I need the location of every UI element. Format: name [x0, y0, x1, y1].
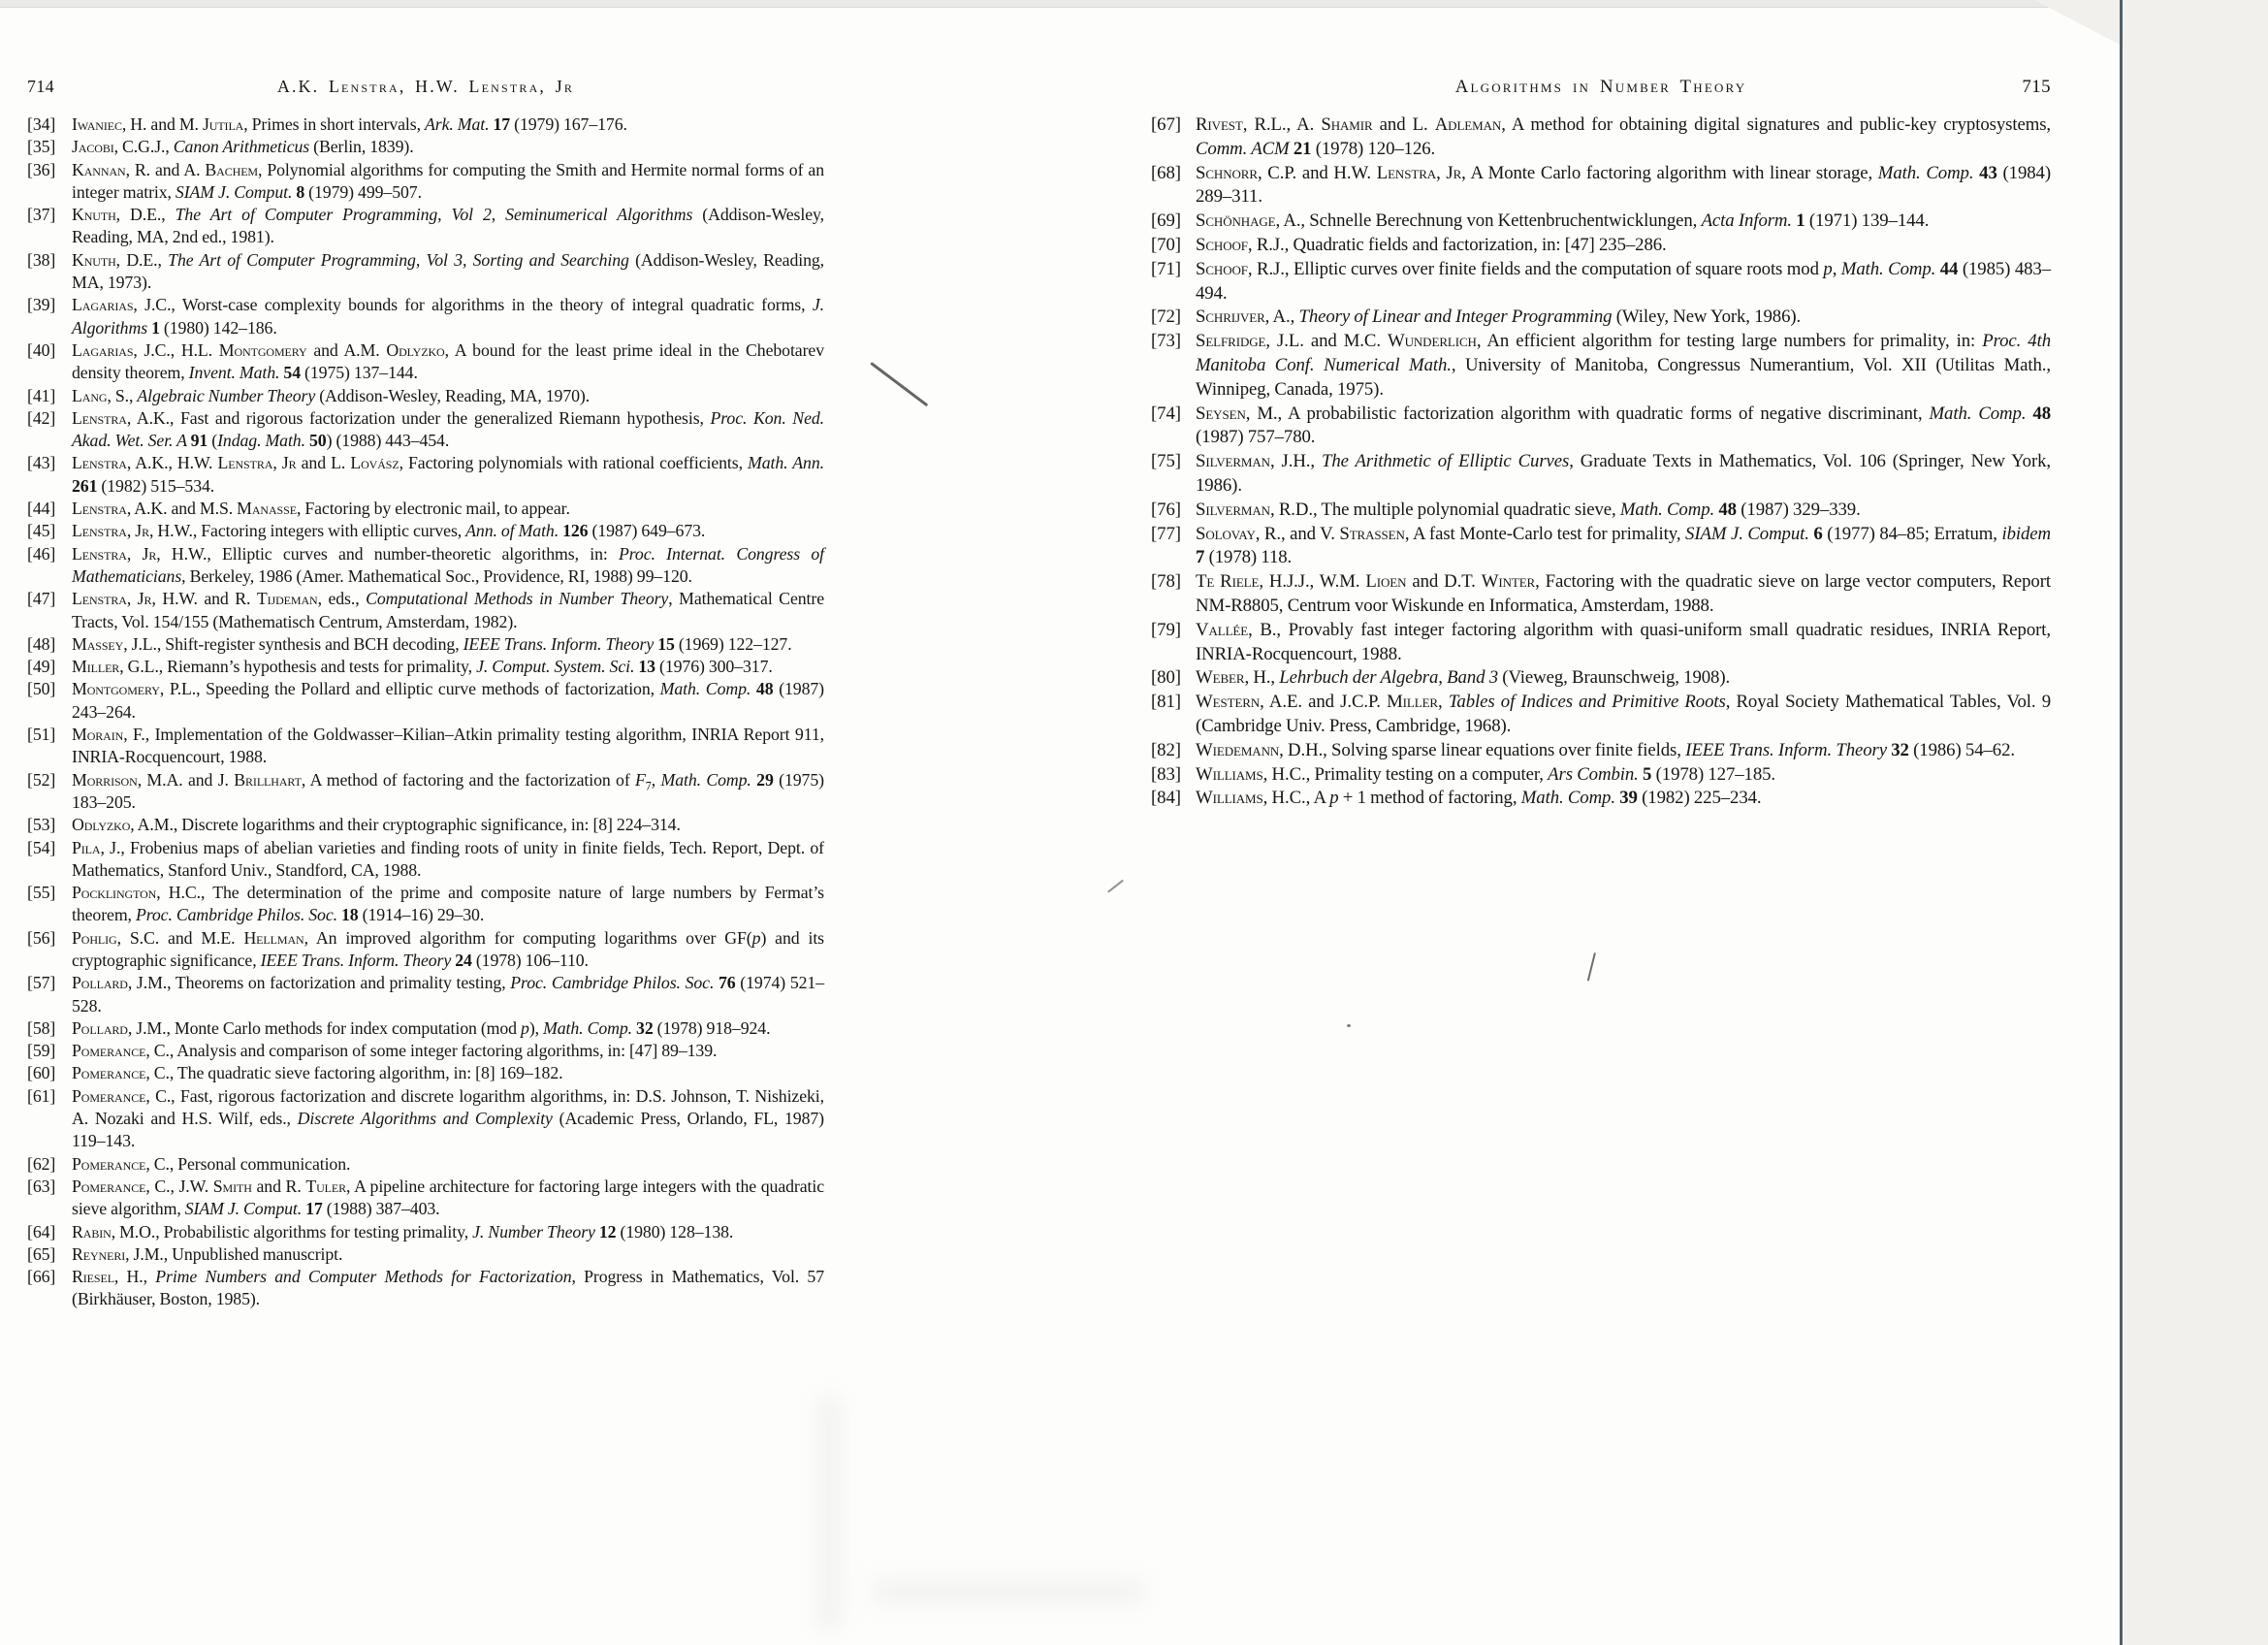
reference-text: Schoof, R.J., Elliptic curves over finite fields and the computation of square roots mod p, Math. Comp. 44 (1985) 483–494. [1196, 258, 2051, 304]
reference-number: [73] [1151, 331, 1181, 352]
reference-text: Jacobi, C.G.J., Canon Arithmeticus (Berlin, 1839). [72, 137, 414, 157]
pen-mark-slash [1587, 952, 1596, 982]
reference-number: [37] [27, 205, 56, 225]
reference-number: [40] [27, 339, 56, 360]
reference-entry [27, 927, 824, 973]
reference-entry [27, 1266, 824, 1311]
scan-top-edge [0, 0, 2268, 8]
reference-text: Pomerance, C., Personal communication. [72, 1153, 351, 1174]
reference-number: [72] [1151, 306, 1181, 328]
reference-text: Lagarias, J.C., H.L. Montgomery and A.M. Odlyzko, A bound for the least prime ideal in the Chebotarev density theorem, Invent. Math. 54 (1975) 137–144. [72, 339, 825, 383]
reference-number: [62] [27, 1153, 56, 1174]
reference-entry [1151, 691, 2051, 739]
reference-number: [55] [27, 883, 56, 903]
reference-text: Silverman, R.D., The multiple polynomial quadratic sieve, Math. Comp. 48 (1987) 329–339. [1196, 499, 1861, 520]
reference-number: [50] [27, 679, 56, 699]
reference-number: [59] [27, 1041, 56, 1061]
reference-text: Silverman, J.H., The Arithmetic of Elliptic Curves, Graduate Texts in Mathematics, Vol. 106 (Springer, New York, 1986). [1196, 451, 2051, 496]
reference-entry [27, 1062, 824, 1084]
reference-number: [57] [27, 973, 56, 993]
reference-number: [65] [27, 1243, 56, 1264]
reference-entry [27, 588, 824, 633]
reference-entry [1151, 450, 2051, 499]
reference-number: [69] [1151, 210, 1181, 232]
pen-mark-near-ref-84 [1107, 880, 1124, 893]
reference-number: [81] [1151, 692, 1181, 713]
reference-entry [27, 837, 824, 883]
reference-entry [27, 724, 824, 769]
reference-text: Lenstra, Jr, H.W., Elliptic curves and number-theoretic algorithms, in: Proc. Internat. Congress of Mathematicians, Berkeley, 1986 (Amer. Mathematical Soc., Providence, RI, 1988) 99–120. [72, 543, 824, 586]
reference-number: [47] [27, 589, 56, 609]
reference-number: [46] [27, 543, 56, 564]
reference-text: Riesel, H., Prime Numbers and Computer Methods for Factorization, Progress in Mathematics, Vol. 57 (Birkhäuser, Boston, 1985). [72, 1267, 824, 1309]
reference-entry [1151, 570, 2051, 619]
reference-number: [78] [1151, 571, 1181, 593]
reference-entry [1151, 499, 2051, 523]
reference-entry [27, 1085, 824, 1153]
reference-entry [27, 249, 824, 295]
running-head-title: Algorithms in Number Theory [1454, 77, 1747, 97]
reference-number: [56] [27, 927, 56, 948]
reference-text: Schrijver, A., Theory of Linear and Integer Programming (Wiley, New York, 1986). [1196, 306, 1802, 328]
reference-entry [27, 1221, 824, 1243]
reference-number: [82] [1151, 739, 1181, 760]
page-714-header [27, 76, 824, 101]
reference-entry [1151, 113, 2051, 162]
reference-number: [52] [27, 769, 56, 790]
reference-text: Williams, H.C., Primality testing on a computer, Ars Combin. 5 (1978) 127–185. [1196, 763, 1776, 785]
reference-entry [27, 452, 824, 498]
reference-entry [27, 204, 824, 249]
reference-text: Massey, J.L., Shift-register synthesis and BCH decoding, IEEE Trans. Inform. Theory 15 (1969) 122–127. [72, 633, 792, 654]
reference-entry [1151, 162, 2051, 210]
reference-text: Pohlig, S.C. and M.E. Hellman, An improved algorithm for computing logarithms over GF(p) and its cryptographic significance, IEEE Trans. Inform. Theory 24 (1978) 106–110. [72, 927, 824, 970]
reference-number: [79] [1151, 619, 1181, 640]
reference-text: Pomerance, C., Fast, rigorous factorization and discrete logarithm algorithms, in: D.S. Johnson, T. Nishizeki, A. Nozaki and H.S. Wilf, eds., Discrete Algorithms and Complexity (Academic Press, Orlando, FL, 1987) 119–143. [72, 1085, 824, 1151]
reference-number: [63] [27, 1176, 56, 1196]
reference-entry [1151, 763, 2051, 788]
reference-text: Lagarias, J.C., Worst-case complexity bounds for algorithms in the theory of integral quadratic forms, J. Algorithms 1 (1980) 142–186. [72, 295, 824, 338]
page-715-header [1151, 76, 2051, 101]
reference-text: Rabin, M.O., Probabilistic algorithms for testing primality, J. Number Theory 12 (1980) 128–138. [72, 1221, 734, 1242]
reference-number: [36] [27, 159, 56, 179]
reference-text: Rivest, R.L., A. Shamir and L. Adleman, A method for obtaining digital signatures and public-key cryptosystems, Comm. ACM 21 (1978) 120–126. [1196, 114, 2052, 159]
reference-list-left [27, 113, 824, 1311]
reference-text: Weber, H., Lehrbuch der Algebra, Band 3 (Vieweg, Braunschweig, 1908). [1196, 667, 1731, 689]
reference-number: [75] [1151, 451, 1181, 472]
reference-number: [76] [1151, 499, 1181, 520]
reference-entry [1151, 234, 2051, 258]
reference-text: Lang, S., Algebraic Number Theory (Addison-Wesley, Reading, MA, 1970). [72, 385, 591, 405]
reference-text: Knuth, D.E., The Art of Computer Programming, Vol 3, Sorting and Searching (Addison-Wesley, Reading, MA, 1973). [72, 249, 825, 293]
reference-entry [27, 972, 824, 1017]
reference-text: Lenstra, A.K. and M.S. Manasse, Factoring by electronic mail, to appear. [72, 499, 570, 519]
reference-text: Schoof, R.J., Quadratic fields and factorization, in: [47] 235–286. [1196, 234, 1667, 255]
reference-text: Pomerance, C., The quadratic sieve factoring algorithm, in: [8] 169–182. [72, 1063, 563, 1083]
reference-text: Pocklington, H.C., The determination of the prime and composite nature of large numbers by Fermat’s theorem, Proc. Cambridge Philos. Soc. 18 (1914–16) 29–30. [72, 883, 824, 925]
reference-entry [27, 1017, 824, 1040]
scan-speck [1347, 1024, 1351, 1027]
reference-text: Pollard, J.M., Monte Carlo methods for index computation (mod p), Math. Comp. 32 (1978) 918–924. [72, 1017, 771, 1038]
reference-text: Odlyzko, A.M., Discrete logarithms and their cryptographic significance, in: [8] 224–314. [72, 815, 681, 835]
reference-text: Schönhage, A., Schnelle Berechnung von Kettenbruchentwicklungen, Acta Inform. 1 (1971) 139–144. [1196, 210, 1930, 232]
reference-text: Pila, J., Frobenius maps of abelian varieties and finding roots of unity in finite fields, Tech. Report, Dept. of Mathematics, Stanford Univ., Standford, CA, 1988. [72, 837, 824, 880]
page-715 [1151, 76, 2051, 811]
reference-entry [27, 543, 824, 589]
reference-number: [58] [27, 1017, 56, 1038]
reference-entry [27, 159, 824, 205]
reference-number: [68] [1151, 162, 1181, 183]
reference-entry [1151, 523, 2051, 571]
page-edge-line [2120, 0, 2123, 1645]
reference-entry [27, 656, 824, 678]
reference-number: [80] [1151, 667, 1181, 689]
reference-entry [1151, 330, 2051, 402]
reference-entry [27, 136, 824, 158]
reference-number: [74] [1151, 403, 1181, 424]
reference-text: Morrison, M.A. and J. Brillhart, A method of factoring and the factorization of $F_7$, Math. Comp. 29 (1975) 183–205. [72, 769, 824, 812]
pen-mark-near-ref-74 [870, 362, 928, 406]
reference-text: Schnorr, C.P. and H.W. Lenstra, Jr, A Monte Carlo factoring algorithm with linear storage, Math. Comp. 43 (1984) 289–311. [1196, 162, 2051, 208]
reference-entry [1151, 666, 2051, 691]
reference-entry [27, 1040, 824, 1062]
reference-number: [34] [27, 114, 56, 134]
reference-entry [27, 678, 824, 724]
reference-text: Wiedemann, D.H., Solving sparse linear equations over finite fields, IEEE Trans. Inform. Theory 32 (1986) 54–62. [1196, 739, 2015, 760]
reference-number: [84] [1151, 788, 1181, 809]
reference-number: [51] [27, 725, 56, 745]
reference-number: [39] [27, 295, 56, 315]
page-number-left: 714 [27, 77, 55, 96]
reference-text: Lenstra, A.K., Fast and rigorous factorization under the generalized Riemann hypothesis, Proc. Kon. Ned. Akad. Wet. Ser. A 91 (Indag. Math. 50) (1988) 443–454. [72, 407, 824, 451]
reference-entry [27, 1176, 824, 1221]
reference-text: Selfridge, J.L. and M.C. Wunderlich, An efficient algorithm for testing large numbers for primality, in: Proc. 4th Manitoba Conf. Numerical Math., University of Manitoba, Congressus Numerantium, Vol. XII (Utilitas Math., Winnipeg, Canada, 1975). [1196, 331, 2051, 400]
reference-entry [27, 1243, 824, 1266]
reference-number: [66] [27, 1267, 56, 1287]
reference-text: Lenstra, Jr, H.W., Factoring integers with elliptic curves, Ann. of Math. 126 (1987) 649–673. [72, 521, 706, 541]
reference-entry [27, 113, 824, 136]
reference-entry [27, 498, 824, 520]
reference-text: Solovay, R., and V. Strassen, A fast Monte-Carlo test for primality, SIAM J. Comput. 6 (1977) 84–85; Erratum, ibidem 7 (1978) 118. [1196, 523, 2052, 568]
reference-entry [1151, 210, 2051, 234]
reference-entry [1151, 619, 2051, 667]
reference-entry [27, 769, 824, 815]
reference-text: Lenstra, A.K., H.W. Lenstra, Jr and L. Lovász, Factoring polynomials with rational coefficients, Math. Ann. 261 (1982) 515–534. [72, 453, 824, 496]
reference-number: [71] [1151, 258, 1181, 279]
page-corner-cut [2034, 0, 2124, 47]
reference-number: [48] [27, 633, 56, 654]
reference-number: [43] [27, 453, 56, 473]
reference-text: Pomerance, C., J.W. Smith and R. Tuler, A pipeline architecture for factoring large integers with the quadratic sieve algorithm, SIAM J. Comput. 17 (1988) 387–403. [72, 1176, 824, 1219]
reference-entry [1151, 787, 2051, 811]
reference-entry [27, 294, 824, 339]
reference-text: Lenstra, Jr, H.W. and R. Tijdeman, eds., Computational Methods in Number Theory, Mathematical Centre Tracts, Vol. 154/155 (Mathematisch Centrum, Amsterdam, 1982). [72, 589, 824, 631]
page-714 [27, 76, 824, 1311]
reference-number: [70] [1151, 234, 1181, 255]
reference-list-right [1151, 113, 2051, 811]
reference-text: Pollard, J.M., Theorems on factorization and primality testing, Proc. Cambridge Philos. Soc. 76 (1974) 521–528. [72, 973, 824, 1016]
reference-number: [54] [27, 837, 56, 857]
reference-text: Seysen, M., A probabilistic factorization algorithm with quadratic forms of negative discriminant, Math. Comp. 48 (1987) 757–780. [1196, 403, 2051, 448]
reference-text: Kannan, R. and A. Bachem, Polynomial algorithms for computing the Smith and Hermite normal forms of an integer matrix, SIAM J. Comput. 8 (1979) 499–507. [72, 159, 824, 202]
reference-entry [27, 1153, 824, 1176]
scanner-background [2124, 0, 2268, 1645]
reference-text: Pomerance, C., Analysis and comparison of some integer factoring algorithms, in: [47] 89–139. [72, 1041, 718, 1061]
reference-entry [1151, 306, 2051, 330]
reference-entry [27, 407, 824, 453]
reference-number: [41] [27, 385, 56, 405]
reference-number: [35] [27, 137, 56, 157]
reference-number: [38] [27, 249, 56, 270]
reference-number: [42] [27, 407, 56, 428]
reference-text: Miller, G.L., Riemann’s hypothesis and tests for primality, J. Comput. System. Sci. 13 (1976) 300–317. [72, 657, 773, 677]
reference-entry [1151, 258, 2051, 306]
reference-number: [83] [1151, 763, 1181, 785]
reference-number: [44] [27, 499, 56, 519]
reference-number: [61] [27, 1085, 56, 1106]
reference-entry [27, 814, 824, 836]
reference-text: Te Riele, H.J.J., W.M. Lioen and D.T. Winter, Factoring with the quadratic sieve on large vector computers, Report NM-R8805, Centrum voor Wiskunde en Informatica, Amsterdam, 1988. [1196, 571, 2051, 616]
reference-number: [77] [1151, 523, 1181, 544]
reference-entry [1151, 739, 2051, 763]
reference-entry [27, 339, 824, 385]
reference-text: Iwaniec, H. and M. Jutila, Primes in short intervals, Ark. Mat. 17 (1979) 167–176. [72, 114, 627, 134]
running-head-authors: A.K. Lenstra, H.W. Lenstra, Jr [276, 77, 575, 96]
reference-entry [27, 520, 824, 542]
reference-entry [27, 385, 824, 407]
reference-number: [49] [27, 657, 56, 677]
reference-text: Morain, F., Implementation of the Goldwasser–Kilian–Atkin primality testing algorithm, INRIA Report 911, INRIA-Rocquencourt, 1988. [72, 725, 824, 767]
reference-number: [64] [27, 1221, 56, 1242]
reference-text: Williams, H.C., A p + 1 method of factoring, Math. Comp. 39 (1982) 225–234. [1196, 788, 1762, 809]
gutter-smudge [816, 1397, 842, 1629]
reference-number: [53] [27, 815, 56, 835]
reference-text: Reyneri, J.M., Unpublished manuscript. [72, 1243, 343, 1264]
bottom-smudge [873, 1579, 1144, 1604]
reference-entry [27, 633, 824, 656]
reference-text: Western, A.E. and J.C.P. Miller, Tables of Indices and Primitive Roots, Royal Society Mathematical Tables, Vol. 9 (Cambridge Univ. Press, Cambridge, 1968). [1196, 692, 2051, 736]
reference-entry [1151, 403, 2051, 451]
reference-entry [27, 882, 824, 927]
reference-text: Knuth, D.E., The Art of Computer Programming, Vol 2, Seminumerical Algorithms (Addison-Wesley, Reading, MA, 2nd ed., 1981). [72, 205, 824, 247]
reference-text: Montgomery, P.L., Speeding the Pollard and elliptic curve methods of factorization, Math. Comp. 48 (1987) 243–264. [72, 679, 824, 722]
reference-text: Vallée, B., Provably fast integer factoring algorithm with quasi-uniform small quadratic residues, INRIA Report, INRIA-Rocquencourt, 1988. [1196, 619, 2051, 664]
reference-number: [60] [27, 1063, 56, 1083]
reference-number: [67] [1151, 114, 1181, 135]
page-number-right: 715 [2022, 77, 2051, 97]
reference-number: [45] [27, 521, 56, 541]
